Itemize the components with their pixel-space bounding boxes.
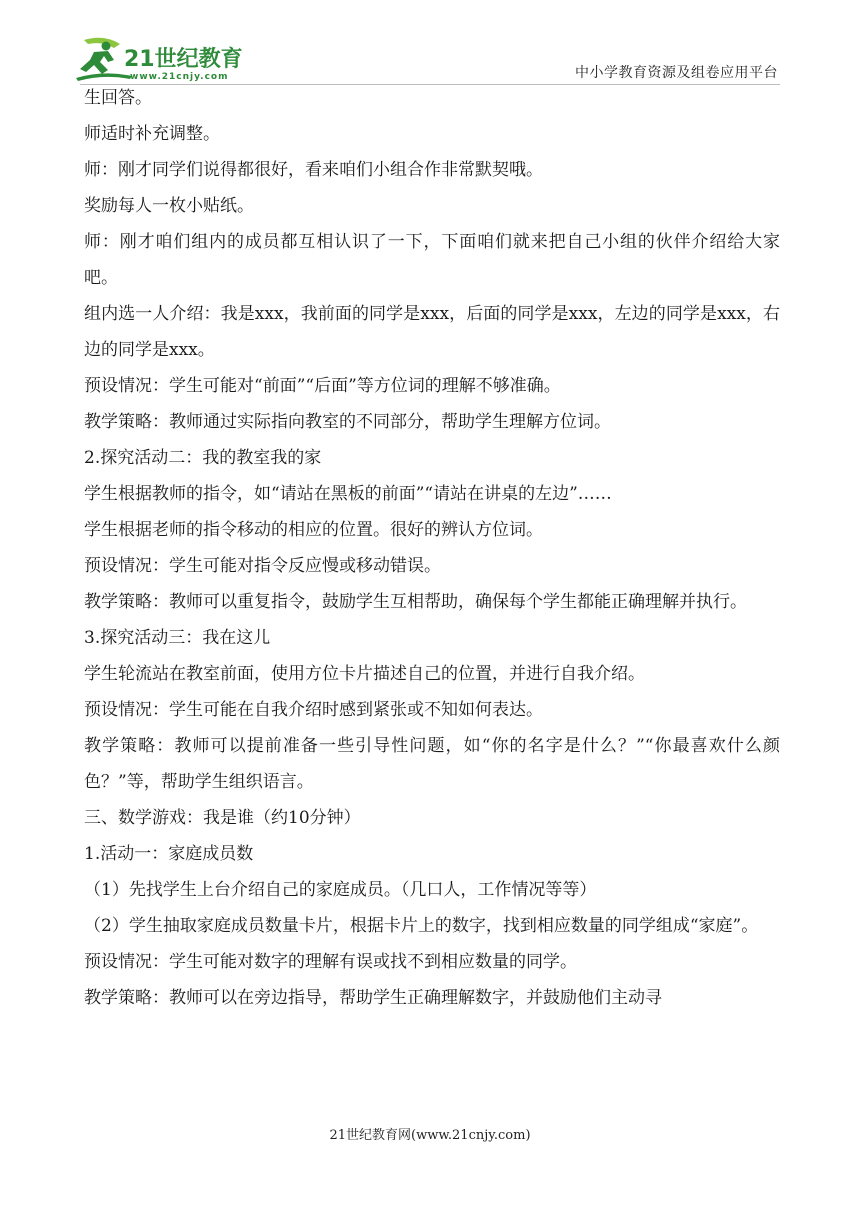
paragraph: 预设情况：学生可能在自我介绍时感到紧张或不知如何表达。	[84, 700, 543, 720]
paragraph: 师适时补充调整。	[84, 124, 220, 144]
paragraph: （2）学生抽取家庭成员数量卡片，根据卡片上的数字，找到相应数量的同学组成“家庭”。	[84, 916, 759, 936]
paragraph: （1）先找学生上台介绍自己的家庭成员。（几口人，工作情况等等）	[84, 880, 597, 900]
paragraph: 预设情况：学生可能对数字的理解有误或找不到相应数量的同学。	[84, 952, 577, 972]
paragraph: 预设情况：学生可能对指令反应慢或移动错误。	[84, 556, 441, 576]
paragraph: 教学策略：教师可以重复指令，鼓励学生互相帮助，确保每个学生都能正确理解并执行。	[84, 592, 747, 612]
paragraph: 教学策略：教师可以提前准备一些引导性问题，如“你的名字是什么？”“你最喜欢什么颜色？”等，帮助学生组织语言。	[84, 736, 780, 792]
paragraph: 教学策略：教师可以在旁边指导，帮助学生正确理解数字，并鼓励他们主动寻	[84, 988, 662, 1008]
logo-wordmark: 21世纪教育	[124, 47, 243, 72]
paragraph: 生回答。	[84, 88, 152, 108]
paragraph: 学生轮流站在教室前面，使用方位卡片描述自己的位置，并进行自我介绍。	[84, 664, 645, 684]
page-header	[0, 0, 860, 84]
paragraph: 奖励每人一枚小贴纸。	[84, 196, 254, 216]
page-footer[interactable]: 21世纪教育网(www.21cnjy.com)	[329, 1128, 531, 1143]
section-heading: 2.探究活动二：我的教室我的家	[84, 448, 322, 468]
paragraph: 师：刚才同学们说得都很好，看来咱们小组合作非常默契哦。	[84, 160, 543, 180]
paragraph: 组内选一人介绍：我是xxx，我前面的同学是xxx，后面的同学是xxx，左边的同学是xxx，右边的同学是xxx。	[84, 304, 780, 360]
paragraph: 教学策略：教师通过实际指向教室的不同部分，帮助学生理解方位词。	[84, 412, 611, 432]
paragraph: 师：刚才咱们组内的成员都互相认识了一下，下面咱们就来把自己小组的伙伴介绍给大家吧。	[84, 232, 780, 288]
logo-url: www.21cnjy.com	[130, 72, 229, 82]
runner-logo-icon	[74, 36, 244, 82]
platform-tagline: 中小学教育资源及组卷应用平台	[575, 65, 778, 81]
paragraph: 学生根据老师的指令移动的相应的位置。很好的辨认方位词。	[84, 520, 543, 540]
section-heading: 1.活动一：家庭成员数	[84, 844, 254, 864]
document-body	[84, 80, 780, 1016]
paragraph: 学生根据教师的指令，如“请站在黑板的前面”“请站在讲桌的左边”……	[84, 484, 612, 504]
section-heading: 三、数学游戏：我是谁（约10分钟）	[84, 808, 361, 828]
section-heading: 3.探究活动三：我在这儿	[84, 628, 271, 648]
paragraph: 预设情况：学生可能对“前面”“后面”等方位词的理解不够准确。	[84, 376, 561, 396]
site-logo[interactable]	[74, 36, 244, 82]
